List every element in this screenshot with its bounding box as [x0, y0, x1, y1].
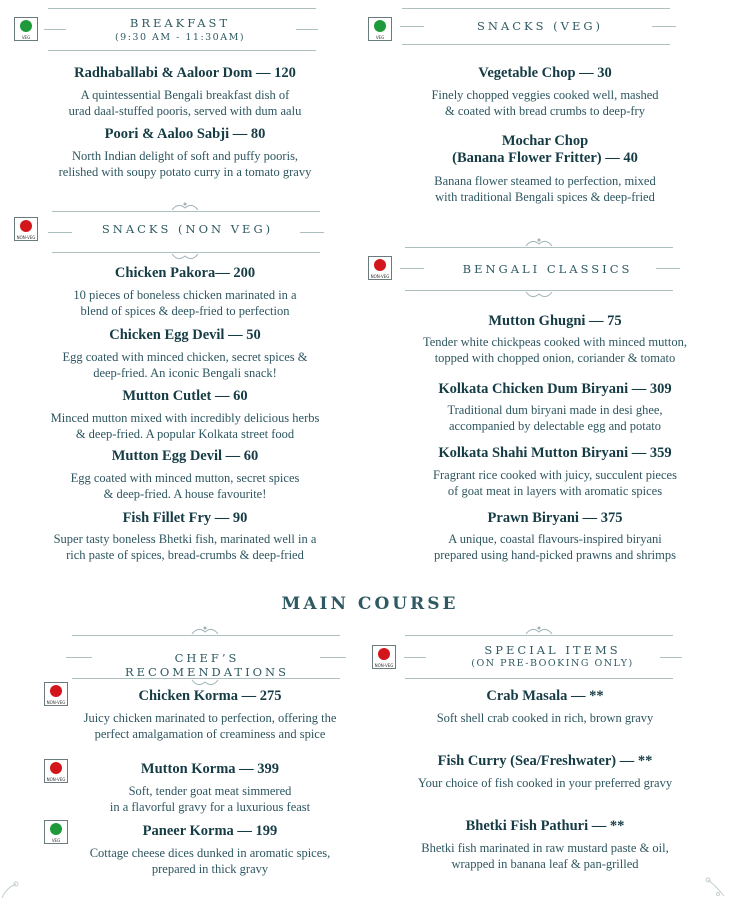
menu-item-desc: Cottage cheese dices dunked in aromatic spices, prepared in thick gravy — [89, 846, 331, 876]
veg-badge: VEG — [44, 820, 68, 844]
section-title-special: SPECIAL ITEMS — [484, 643, 621, 657]
ornament-icon — [524, 288, 554, 302]
menu-item-name: Mutton Cutlet — 60 — [122, 388, 248, 404]
divider — [400, 26, 424, 27]
menu-item-name: Mutton Egg Devil — 60 — [111, 448, 259, 464]
divider — [320, 657, 346, 658]
divider — [48, 232, 72, 233]
menu-item-desc: Minced mutton mixed with incredibly delicious herbs & deep-fried. A popular Kolkata street food — [50, 411, 320, 441]
menu-item-name: Radhaballabi & Aaloor Dom — 120 — [74, 65, 296, 81]
nonveg-badge: NON-VEG — [368, 256, 392, 280]
menu-item-name: Crab Masala — ** — [486, 688, 604, 704]
ornament-icon — [524, 234, 554, 250]
menu-item-name: Chicken Egg Devil — 50 — [109, 327, 261, 343]
menu-item-name: Paneer Korma — 199 — [142, 823, 278, 839]
divider — [44, 29, 66, 30]
section-subtitle-special: (ON PRE-BOOKING ONLY) — [471, 658, 634, 669]
menu-item-desc: Egg coated with minced mutton, secret spices & deep-fried. A house favourite! — [70, 471, 300, 501]
menu-item-name: Kolkata Shahi Mutton Biryani — 359 — [438, 445, 672, 461]
divider — [405, 678, 673, 679]
divider — [400, 268, 424, 269]
menu-item-name: Prawn Biryani — 375 — [487, 510, 623, 526]
section-title-bengali-classics: BENGALI CLASSICS — [462, 262, 633, 276]
divider — [402, 8, 670, 9]
menu-item-name: Chicken Korma — 275 — [138, 688, 282, 704]
menu-item-name: Poori & Aaloo Sabji — 80 — [104, 126, 266, 142]
nonveg-badge: NON-VEG — [44, 759, 68, 783]
nonveg-badge: NON-VEG — [372, 645, 396, 669]
section-title-snacks-veg: SNACKS (VEG) — [476, 19, 604, 33]
menu-item-desc: Juicy chicken marinated to perfection, offering the perfect amalgamation of creaminess and spice — [83, 711, 337, 741]
menu-item-desc: Soft, tender goat meat simmered in a flavorful gravy for a luxurious feast — [109, 784, 311, 814]
divider — [404, 657, 426, 658]
section-title-breakfast: BREAKFAST — [129, 16, 231, 30]
menu-item-desc: Banana flower steamed to perfection, mixed with traditional Bengali spices & deep-fried — [434, 174, 656, 204]
menu-item-name: Bhetki Fish Pathuri — ** — [465, 818, 625, 834]
section-title-chefs: CHEF’S RECOMENDATIONS — [125, 651, 289, 679]
nonveg-badge: NON-VEG — [44, 682, 68, 706]
menu-item-desc: 10 pieces of boneless chicken marinated in a blend of spices & deep-fried to perfection — [73, 288, 297, 318]
divider — [652, 26, 676, 27]
menu-item-desc: Tender white chickpeas cooked with minced mutton, topped with chopped onion, coriander & tomato — [423, 335, 687, 365]
corner-flourish-icon — [0, 878, 22, 900]
menu-item-desc: A unique, coastal flavours-inspired biryani prepared using hand-picked prawns and shrimps — [434, 532, 676, 562]
menu-item-name: Kolkata Chicken Dum Biryani — 309 — [438, 381, 672, 397]
ornament-icon — [170, 250, 200, 264]
divider — [296, 29, 318, 30]
menu-item-desc: Your choice of fish cooked in your preferred gravy — [417, 776, 673, 790]
menu-item-name: Mutton Korma — 399 — [140, 761, 280, 777]
divider — [48, 50, 316, 51]
veg-badge: VEG — [368, 17, 392, 41]
main-course-title: MAIN COURSE — [281, 594, 459, 614]
menu-item-desc: North Indian delight of soft and puffy pooris, relished with soupy potato curry in a tomato gravy — [58, 149, 312, 179]
menu-item-desc: Finely chopped veggies cooked well, mashed & coated with bread crumbs to deep-fry — [431, 88, 659, 118]
section-title-snacks-nonveg: SNACKS (NON VEG) — [101, 222, 274, 236]
menu-item-desc: Soft shell crab cooked in rich, brown gravy — [436, 711, 654, 725]
section-subtitle-breakfast: (9:30 AM - 11:30AM) — [114, 32, 246, 43]
ornament-icon — [170, 198, 200, 214]
menu-item-desc: Egg coated with minced chicken, secret spices & deep-fried. An iconic Bengali snack! — [62, 350, 308, 380]
menu-item-desc: A quintessential Bengali breakfast dish of urad daal-stuffed pooris, served with dum aalu — [68, 88, 302, 118]
divider — [656, 268, 680, 269]
menu-item-name: Fish Fillet Fry — 90 — [122, 510, 248, 526]
divider — [48, 8, 316, 9]
ornament-icon — [190, 622, 220, 638]
menu-item-name: Chicken Pakora— 200 — [114, 265, 256, 281]
divider — [402, 44, 670, 45]
corner-flourish-icon — [704, 874, 730, 900]
menu-item-desc: Bhetki fish marinated in raw mustard paste & oil, wrapped in banana leaf & pan-grilled — [421, 841, 669, 871]
menu-item-name: Mutton Ghugni — 75 — [488, 313, 622, 329]
veg-badge: VEG — [14, 17, 38, 41]
menu-item-desc: Fragrant rice cooked with juicy, succulent pieces of goat meat in layers with aromatic spices — [433, 468, 677, 498]
nonveg-badge: NON-VEG — [14, 217, 38, 241]
divider — [66, 657, 92, 658]
menu-item-name: Mochar Chop (Banana Flower Fritter) — 40 — [452, 133, 638, 166]
menu-item-name: Vegetable Chop — 30 — [478, 65, 612, 81]
ornament-icon — [524, 622, 554, 638]
menu-item-desc: Traditional dum biryani made in desi ghee, accompanied by delectable egg and potato — [447, 403, 663, 433]
menu-item-name: Fish Curry (Sea/Freshwater) — ** — [437, 753, 653, 769]
menu-item-desc: Super tasty boneless Bhetki fish, marinated well in a rich paste of spices, bread-crumbs & deep-fried — [53, 532, 317, 562]
divider — [300, 232, 324, 233]
